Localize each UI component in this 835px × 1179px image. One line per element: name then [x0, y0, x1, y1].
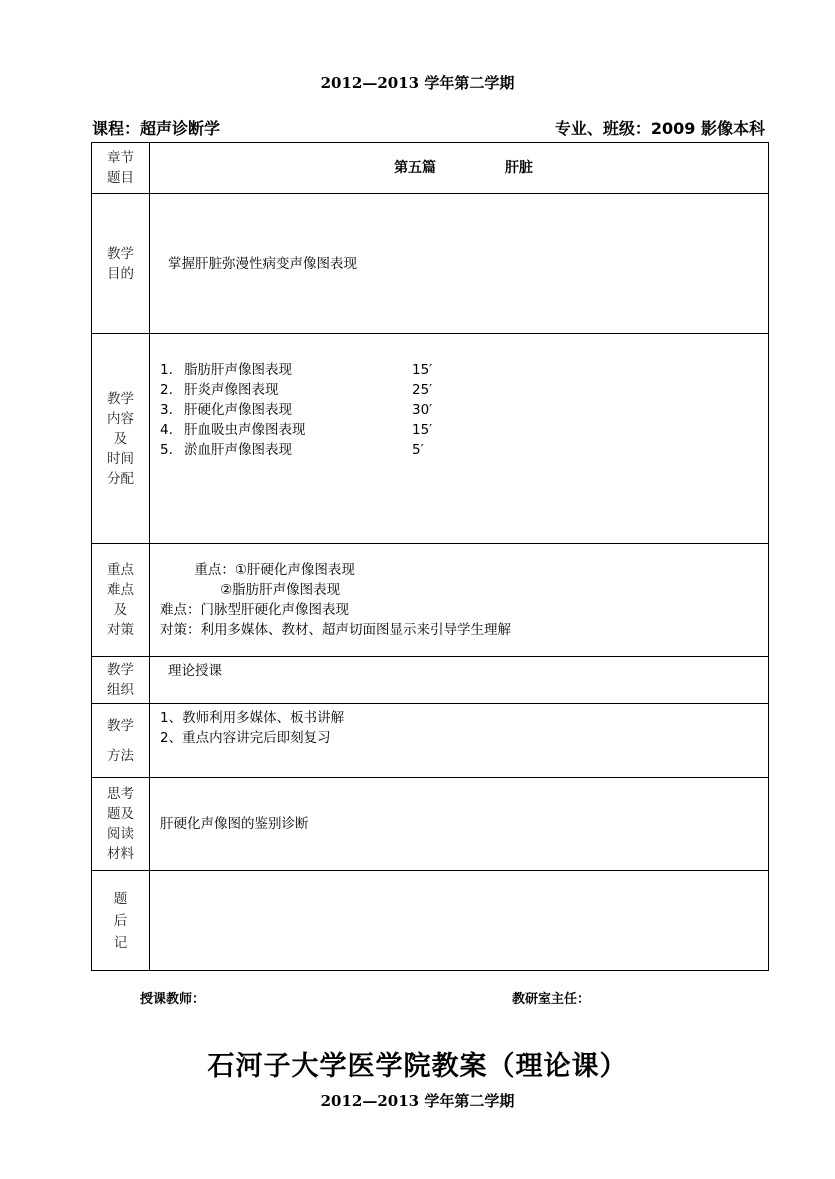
row-content [92, 334, 769, 544]
row-postscript [92, 871, 769, 971]
major-class: 专业、班级：2009 影像本科 [554, 119, 765, 138]
objective-text: 掌握肝脏弥漫性病变声像图表现 [168, 255, 357, 272]
list-item: 5. 淤血肝声像图表现 5′ [160, 442, 424, 458]
teacher-label: 授课教师： [140, 992, 206, 1007]
row-reading [92, 778, 769, 871]
key-point-2: ②脂肪肝声像图表现 [160, 582, 341, 598]
label-chapter: 章节 题目 [92, 143, 150, 194]
label-postscript: 题 后 记 [92, 871, 150, 971]
row-objective [92, 194, 769, 334]
chapter-name: 肝脏 [504, 160, 533, 176]
list-item: 3. 肝硬化声像图表现 30′ [160, 402, 433, 418]
course-name: 课程：超声诊断学 [92, 119, 221, 138]
key-point-1: 重点：①肝硬化声像图表现 [160, 562, 355, 578]
list-item: 2. 肝炎声像图表现 25′ [160, 382, 433, 398]
method-2: 2、重点内容讲完后即刻复习 [160, 730, 331, 746]
chapter-part: 第五篇 [394, 160, 437, 176]
list-item: 4. 肝血吸虫声像图表现 15′ [160, 422, 433, 438]
chapter-title [160, 158, 767, 178]
difficulty: 难点：门脉型肝硬化声像图表现 [160, 602, 349, 618]
label-reading: 思考 题及 阅读 材料 [92, 778, 150, 871]
label-objective: 教学 目的 [92, 194, 150, 334]
lesson-plan-table [91, 142, 769, 971]
document-title: 石河子大学医学院教案（理论课） [207, 1051, 628, 1082]
content-list [160, 360, 767, 460]
label-organization: 教学 组织 [92, 657, 150, 704]
row-method [92, 704, 769, 778]
row-chapter [92, 143, 769, 194]
label-content: 教学 内容 及 时间 分配 [92, 334, 150, 544]
method-1: 1、教师利用多媒体、板书讲解 [160, 710, 345, 726]
row-keypoints [92, 544, 769, 657]
row-organization [92, 657, 769, 704]
label-method: 教学 方法 [92, 704, 150, 778]
semester-heading: 2012—2013 学年第二学期 [320, 74, 515, 92]
list-item: 1. 脂肪肝声像图表现 15′ [160, 362, 433, 378]
label-keypoints: 重点 难点 及 对策 [92, 544, 150, 657]
semester-heading-next: 2012—2013 学年第二学期 [320, 1092, 515, 1110]
organization-text: 理论授课 [168, 663, 222, 679]
director-label: 教研室主任： [512, 992, 591, 1007]
reading-text: 肝硬化声像图的鉴别诊断 [160, 816, 309, 832]
strategy: 对策：利用多媒体、教材、超声切面图显示来引导学生理解 [160, 622, 511, 638]
